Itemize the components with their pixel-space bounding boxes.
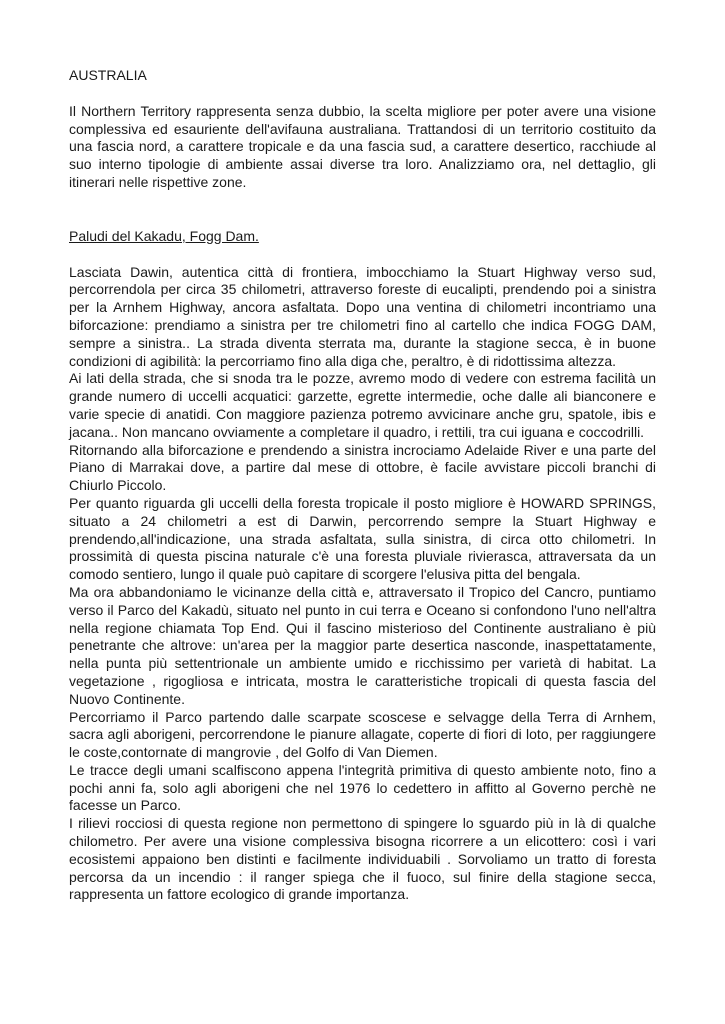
intro-paragraph: Il Northern Territory rappresenta senza dubbio, la scelta migliore per poter avere una visione complessiva ed esauriente dell'avifauna australiana. Trattandosi di un territorio costituito da una fascia nord, a carattere tropicale e da una fascia sud, a carattere desertico, racchiude al suo interno tipologie di ambiente assai diverse tra loro. Analizziamo ora, nel dettaglio, gli itinerari nelle rispettive zone. [69, 102, 656, 190]
document-page [69, 67, 656, 904]
body-paragraph: Per quanto riguarda gli uccelli della foresta tropicale il posto migliore è HOWARD SPRINGS, situato a 24 chilometri a est di Darwin, percorrendo sempre la Stuart Highway e prendendo,all'indicazione, una strada asfaltata, sulla sinistra, di circa otto chilometri. In prossimità di questa piscina naturale c'è una foresta pluviale rivierasca, attraversata da un comodo sentiero, lungo il quale può capitare di scorgere l'elusiva pitta del bengala. [69, 494, 656, 583]
body-paragraph: Le tracce degli umani scalfiscono appena l'integrità primitiva di questo ambiente noto, fino a pochi anni fa, solo agli aborigeni che nel 1976 lo cedettero in affitto al Governo perchè ne facesse un Parco. [69, 761, 656, 814]
body-paragraph: Ritornando alla biforcazione e prendendo a sinistra incrociamo Adelaide River e una parte del Piano di Marrakai dove, a partire dal mese di ottobre, è facile avvistare piccoli branchi di Chiurlo Piccolo. [69, 441, 656, 494]
body-paragraph: I rilievi rocciosi di questa regione non permettono di spingere lo sguardo più in là di qualche chilometro. Per avere una visione complessiva bisogna ricorrere a un elicottero: così i vari ecosistemi appaiono ben distinti e facilmente individuabili . Sorvoliamo un tratto di foresta percorsa da un incendio : il ranger spiega che il fuoco, sul finire della stagione secca, rappresenta un fattore ecologico di grande importanza. [69, 815, 656, 903]
body-paragraph: Ai lati della strada, che si snoda tra le pozze, avremo modo di vedere con estrema facilità un grande numero di uccelli acquatici: garzette, egrette intermedie, oche dalle ali bianconere e varie specie di anatidi. Con maggiore pazienza potremo avvicinare anche gru, spatole, ibis e jacana.. Non mancano ovviamente a completare il quadro, i rettili, tra cui iguana e coccodrilli. [69, 370, 656, 440]
section-heading: Paludi del Kakadu, Fogg Dam. [69, 227, 259, 244]
document-title: AUSTRALIA [69, 67, 147, 83]
body-paragraph: Percorriamo il Parco partendo dalle scarpate scoscese e selvagge della Terra di Arnhem, sacra agli aborigeni, percorrendone le pianure allagate, coperte di fiori di loto, per raggiungere le coste,contornate di mangrovie , del Golfo di Van Diemen. [69, 708, 656, 761]
body-paragraph: Ma ora abbandoniamo le vicinanze della città e, attraversato il Tropico del Cancro, puntiamo verso il Parco del Kakadù, situato nel punto in cui terra e Oceano si confondono l'uno nell'altra nella regione chiamata Top End. Qui il fascino misterioso del Continente australiano è più penetrante che altrove: un'area per la maggior parte desertica nasconde, inaspettatamente, nella punta più settentrionale un ambiente umido e ricchissimo per varietà di habitat. La vegetazione , rigogliosa e intricata, mostra le caratteristiche tropicali di questa fascia del Nuovo Continente. [69, 583, 656, 707]
body-paragraph: Lasciata Dawin, autentica città di frontiera, imbocchiamo la Stuart Highway verso sud, percorrendola per circa 35 chilometri, attraverso foreste di eucalipti, prendendo poi a sinistra per la Arnhem Highway, ancora asfaltata. Dopo una ventina di chilometri incontriamo una biforcazione: prendiamo a sinistra per tre chilometri fino al cartello che indica FOGG DAM, sempre a sinistra.. La strada diventa sterrata ma, durante la stagione secca, è in buone condizioni di agibilità: la percorriamo fino alla diga che, peraltro, è di ridottissima altezza. [69, 263, 656, 369]
